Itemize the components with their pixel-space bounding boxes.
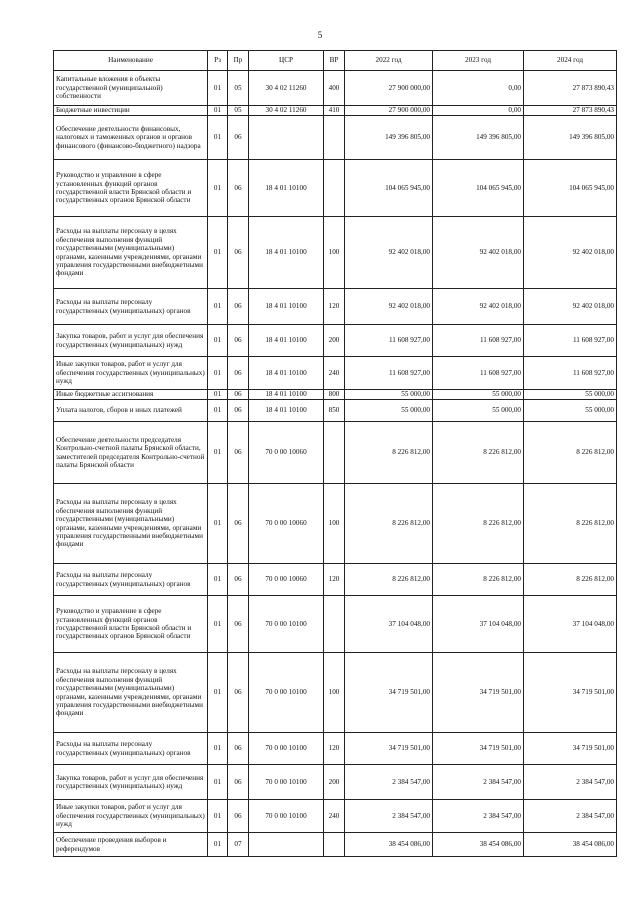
cell-rz: 01 <box>208 71 228 106</box>
cell-name: Иные закупки товаров, работ и услуг для обеспечения государственных (муниципальных) нужд <box>54 357 208 390</box>
cell-2024: 27 873 890,43 <box>524 106 617 116</box>
cell-2022: 8 226 812,00 <box>345 564 433 596</box>
cell-2023: 55 000,00 <box>433 390 524 400</box>
cell-csr: 70 0 00 10060 <box>249 422 324 484</box>
table-row <box>54 325 617 357</box>
cell-vr <box>324 116 345 160</box>
cell-pr: 06 <box>228 116 249 160</box>
cell-pr: 06 <box>228 390 249 400</box>
cell-rz: 01 <box>208 106 228 116</box>
cell-rz: 01 <box>208 289 228 325</box>
cell-2022: 27 900 000,00 <box>345 106 433 116</box>
cell-2024: 8 226 812,00 <box>524 484 617 564</box>
cell-vr: 100 <box>324 217 345 289</box>
cell-name: Руководство и управление в сфере установленных функций органов государственной власти Брянской области и государственных органов Брянской области <box>54 160 208 217</box>
cell-2022: 34 719 501,00 <box>345 733 433 765</box>
cell-name: Капитальные вложения в объекты государственной (муниципальной) собственности <box>54 71 208 106</box>
cell-name: Уплата налогов, сборов и иных платежей <box>54 400 208 422</box>
cell-pr: 06 <box>228 564 249 596</box>
cell-csr: 70 0 00 10100 <box>249 800 324 833</box>
cell-name: Расходы на выплаты персоналу государственных (муниципальных) органов <box>54 564 208 596</box>
header-2023: 2023 год <box>433 51 524 71</box>
cell-csr: 30 4 02 11260 <box>249 106 324 116</box>
budget-table <box>53 50 617 857</box>
cell-name: Расходы на выплаты персоналу в целях обеспечения выполнения функций государственными (муниципальными) органами, казенными учреждениями, органами управления государственными внебюджетными фондами <box>54 217 208 289</box>
cell-rz: 01 <box>208 484 228 564</box>
cell-2023: 8 226 812,00 <box>433 484 524 564</box>
cell-name: Иные закупки товаров, работ и услуг для обеспечения государственных (муниципальных) нужд <box>54 800 208 833</box>
cell-pr: 05 <box>228 71 249 106</box>
table-row <box>54 217 617 289</box>
cell-rz: 01 <box>208 217 228 289</box>
cell-2024: 8 226 812,00 <box>524 564 617 596</box>
header-vr: ВР <box>324 51 345 71</box>
cell-csr: 70 0 00 10100 <box>249 596 324 653</box>
cell-2023: 55 000,00 <box>433 400 524 422</box>
cell-name: Закупка товаров, работ и услуг для обеспечения государственных (муниципальных) нужд <box>54 325 208 357</box>
cell-vr: 800 <box>324 390 345 400</box>
cell-2022: 55 000,00 <box>345 390 433 400</box>
cell-2023: 2 384 547,00 <box>433 800 524 833</box>
cell-csr <box>249 833 324 857</box>
cell-vr: 120 <box>324 733 345 765</box>
cell-csr: 70 0 00 10060 <box>249 484 324 564</box>
table-row <box>54 400 617 422</box>
cell-2022: 34 719 501,00 <box>345 653 433 733</box>
cell-pr: 06 <box>228 160 249 217</box>
cell-2023: 0,00 <box>433 71 524 106</box>
cell-2022: 92 402 018,00 <box>345 289 433 325</box>
cell-csr: 70 0 00 10100 <box>249 733 324 765</box>
cell-2022: 27 900 000,00 <box>345 71 433 106</box>
cell-rz: 01 <box>208 160 228 217</box>
cell-rz: 01 <box>208 422 228 484</box>
cell-pr: 06 <box>228 653 249 733</box>
cell-2024: 34 719 501,00 <box>524 733 617 765</box>
cell-vr: 120 <box>324 289 345 325</box>
cell-name: Иные бюджетные ассигнования <box>54 390 208 400</box>
cell-2024: 55 000,00 <box>524 400 617 422</box>
cell-name: Расходы на выплаты персоналу государственных (муниципальных) органов <box>54 289 208 325</box>
cell-vr: 200 <box>324 325 345 357</box>
cell-csr <box>249 116 324 160</box>
cell-pr: 06 <box>228 325 249 357</box>
header-rz: Рз <box>208 51 228 71</box>
cell-pr: 06 <box>228 484 249 564</box>
cell-pr: 06 <box>228 596 249 653</box>
cell-2023: 8 226 812,00 <box>433 422 524 484</box>
cell-pr: 06 <box>228 422 249 484</box>
cell-2022: 2 384 547,00 <box>345 800 433 833</box>
cell-name: Обеспечение деятельности председателя Контрольно-счетной палаты Брянской области, заместителей председателя Контрольно-счетной палаты Брянской области <box>54 422 208 484</box>
table-row <box>54 833 617 857</box>
table-row <box>54 596 617 653</box>
cell-2022: 2 384 547,00 <box>345 765 433 800</box>
cell-2022: 38 454 086,00 <box>345 833 433 857</box>
cell-name: Бюджетные инвестиции <box>54 106 208 116</box>
header-pr: Пр <box>228 51 249 71</box>
cell-2023: 11 608 927,00 <box>433 357 524 390</box>
cell-2022: 104 065 945,00 <box>345 160 433 217</box>
cell-2024: 92 402 018,00 <box>524 289 617 325</box>
cell-rz: 01 <box>208 357 228 390</box>
cell-2022: 55 000,00 <box>345 400 433 422</box>
cell-rz: 01 <box>208 833 228 857</box>
cell-csr: 18 4 01 10100 <box>249 289 324 325</box>
cell-2024: 37 104 048,00 <box>524 596 617 653</box>
cell-2024: 104 065 945,00 <box>524 160 617 217</box>
cell-pr: 06 <box>228 289 249 325</box>
cell-rz: 01 <box>208 765 228 800</box>
cell-pr: 06 <box>228 765 249 800</box>
cell-pr: 06 <box>228 357 249 390</box>
cell-2024: 2 384 547,00 <box>524 765 617 800</box>
table-row <box>54 733 617 765</box>
cell-vr: 100 <box>324 653 345 733</box>
table-row <box>54 422 617 484</box>
table-row <box>54 800 617 833</box>
cell-csr: 70 0 00 10100 <box>249 653 324 733</box>
cell-pr: 06 <box>228 733 249 765</box>
cell-csr: 18 4 01 10100 <box>249 400 324 422</box>
cell-2023: 38 454 086,00 <box>433 833 524 857</box>
cell-vr: 240 <box>324 800 345 833</box>
cell-2023: 0,00 <box>433 106 524 116</box>
cell-2022: 8 226 812,00 <box>345 422 433 484</box>
header-csr: ЦСР <box>249 51 324 71</box>
cell-2023: 149 396 805,00 <box>433 116 524 160</box>
cell-2024: 34 719 501,00 <box>524 653 617 733</box>
page-number: 5 <box>317 30 323 40</box>
cell-2023: 11 608 927,00 <box>433 325 524 357</box>
cell-name: Расходы на выплаты персоналу государственных (муниципальных) органов <box>54 733 208 765</box>
table-row <box>54 71 617 106</box>
cell-rz: 01 <box>208 596 228 653</box>
cell-2022: 11 608 927,00 <box>345 325 433 357</box>
table-row <box>54 289 617 325</box>
cell-name: Расходы на выплаты персоналу в целях обеспечения выполнения функций государственными (муниципальными) органами, казенными учреждениями, органами управления государственными внебюджетными фондами <box>54 484 208 564</box>
cell-2024: 11 608 927,00 <box>524 357 617 390</box>
cell-name: Расходы на выплаты персоналу в целях обеспечения выполнения функций государственными (муниципальными) органами, казенными учреждениями, органами управления государственными внебюджетными фондами <box>54 653 208 733</box>
cell-vr: 400 <box>324 71 345 106</box>
table-row <box>54 653 617 733</box>
cell-rz: 01 <box>208 400 228 422</box>
cell-2023: 8 226 812,00 <box>433 564 524 596</box>
cell-2023: 92 402 018,00 <box>433 289 524 325</box>
cell-2023: 104 065 945,00 <box>433 160 524 217</box>
cell-csr: 70 0 00 10060 <box>249 564 324 596</box>
cell-vr: 240 <box>324 357 345 390</box>
cell-vr <box>324 160 345 217</box>
cell-pr: 06 <box>228 800 249 833</box>
cell-pr: 07 <box>228 833 249 857</box>
cell-name: Руководство и управление в сфере установленных функций органов государственной власти Брянской области и государственных органов Брянской области <box>54 596 208 653</box>
cell-csr: 30 4 02 11260 <box>249 71 324 106</box>
table-row <box>54 357 617 390</box>
cell-2022: 8 226 812,00 <box>345 484 433 564</box>
cell-2022: 92 402 018,00 <box>345 217 433 289</box>
cell-vr: 200 <box>324 765 345 800</box>
cell-2024: 2 384 547,00 <box>524 800 617 833</box>
cell-2023: 37 104 048,00 <box>433 596 524 653</box>
cell-rz: 01 <box>208 800 228 833</box>
table-row <box>54 160 617 217</box>
cell-rz: 01 <box>208 653 228 733</box>
cell-csr: 18 4 01 10100 <box>249 160 324 217</box>
table-row <box>54 484 617 564</box>
cell-vr: 410 <box>324 106 345 116</box>
cell-rz: 01 <box>208 564 228 596</box>
cell-2024: 8 226 812,00 <box>524 422 617 484</box>
cell-rz: 01 <box>208 116 228 160</box>
cell-vr: 850 <box>324 400 345 422</box>
cell-rz: 01 <box>208 390 228 400</box>
table-row <box>54 390 617 400</box>
cell-pr: 06 <box>228 217 249 289</box>
table-row <box>54 564 617 596</box>
cell-name: Обеспечение деятельности финансовых, налоговых и таможенных органов и органов финансового (финансово-бюджетного) надзора <box>54 116 208 160</box>
table-row <box>54 106 617 116</box>
cell-csr: 18 4 01 10100 <box>249 325 324 357</box>
cell-2024: 92 402 018,00 <box>524 217 617 289</box>
header-2022: 2022 год <box>345 51 433 71</box>
cell-2024: 38 454 086,00 <box>524 833 617 857</box>
cell-2024: 27 873 890,43 <box>524 71 617 106</box>
cell-csr: 18 4 01 10100 <box>249 217 324 289</box>
cell-vr: 100 <box>324 484 345 564</box>
cell-csr: 18 4 01 10100 <box>249 357 324 390</box>
cell-2023: 92 402 018,00 <box>433 217 524 289</box>
cell-2023: 34 719 501,00 <box>433 653 524 733</box>
cell-name: Обеспечение проведения выборов и референдумов <box>54 833 208 857</box>
cell-2024: 149 396 805,00 <box>524 116 617 160</box>
cell-name: Закупка товаров, работ и услуг для обеспечения государственных (муниципальных) нужд <box>54 765 208 800</box>
header-name: Наименование <box>54 51 208 71</box>
cell-2024: 55 000,00 <box>524 390 617 400</box>
cell-pr: 06 <box>228 400 249 422</box>
cell-pr: 05 <box>228 106 249 116</box>
cell-vr <box>324 596 345 653</box>
cell-vr <box>324 833 345 857</box>
cell-2023: 34 719 501,00 <box>433 733 524 765</box>
cell-csr: 18 4 01 10100 <box>249 390 324 400</box>
cell-2024: 11 608 927,00 <box>524 325 617 357</box>
table-header-row <box>54 51 617 71</box>
cell-csr: 70 0 00 10100 <box>249 765 324 800</box>
cell-2022: 37 104 048,00 <box>345 596 433 653</box>
cell-vr <box>324 422 345 484</box>
header-2024: 2024 год <box>524 51 617 71</box>
table-row <box>54 765 617 800</box>
cell-2022: 11 608 927,00 <box>345 357 433 390</box>
cell-2023: 2 384 547,00 <box>433 765 524 800</box>
cell-vr: 120 <box>324 564 345 596</box>
cell-rz: 01 <box>208 325 228 357</box>
cell-2022: 149 396 805,00 <box>345 116 433 160</box>
cell-rz: 01 <box>208 733 228 765</box>
table-row <box>54 116 617 160</box>
